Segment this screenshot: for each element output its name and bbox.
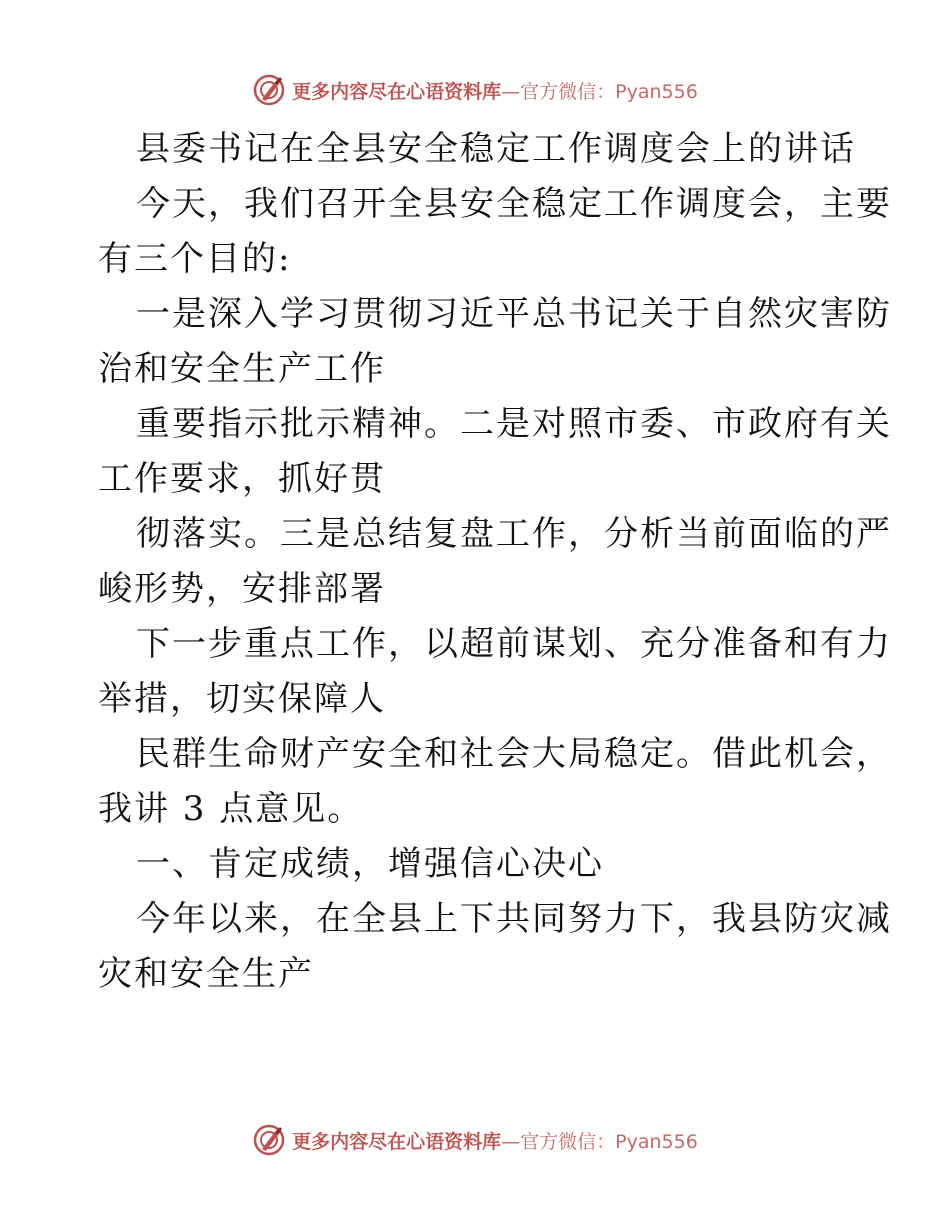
text-line: 彻落实。三是总结复盘工作，分析当前面临的严 (136, 514, 892, 554)
banner-main-text: 更多内容尽在心语资料库 (292, 1130, 502, 1153)
document-body (98, 122, 892, 1002)
banner-text (292, 1127, 698, 1154)
text-line: 灾和安全生产 (98, 954, 314, 994)
text-line: 今天，我们召开全县安全稳定工作调度会，主要 (136, 184, 892, 224)
text-line: 举措，切实保障人 (98, 679, 386, 719)
banner-secondary-text: —官方微信：Pyan556 (501, 80, 698, 103)
brand-logo-icon (252, 73, 286, 107)
text-line: 重要指示批示精神。二是对照市委、市政府有关 (136, 404, 892, 444)
text-line: 民群生命财产安全和社会大局稳定。借此机会， (136, 734, 892, 774)
banner-text (292, 77, 698, 104)
text-line: 峻形势，安排部署 (98, 569, 386, 609)
text-line: 今年以来，在全县上下共同努力下，我县防灾减 (136, 899, 892, 939)
banner-main-text: 更多内容尽在心语资料库 (292, 80, 502, 103)
text-line: 一、肯定成绩，增强信心决心 (136, 844, 604, 884)
text-line: 治和安全生产工作 (98, 349, 386, 389)
banner-secondary-text: —官方微信：Pyan556 (501, 1130, 698, 1153)
text-line: 一是深入学习贯彻习近平总书记关于自然灾害防 (136, 294, 892, 334)
header-banner (0, 70, 950, 110)
brand-logo-icon (252, 1123, 286, 1157)
footer-banner (0, 1120, 950, 1160)
text-line: 有三个目的: (98, 239, 292, 279)
text-line: 下一步重点工作，以超前谋划、充分准备和有力 (136, 624, 892, 664)
text-line: 我讲 3 点意见。 (98, 789, 364, 829)
text-line: 工作要求，抓好贯 (98, 459, 386, 499)
text-line: 县委书记在全县安全稳定工作调度会上的讲话 (136, 129, 856, 169)
